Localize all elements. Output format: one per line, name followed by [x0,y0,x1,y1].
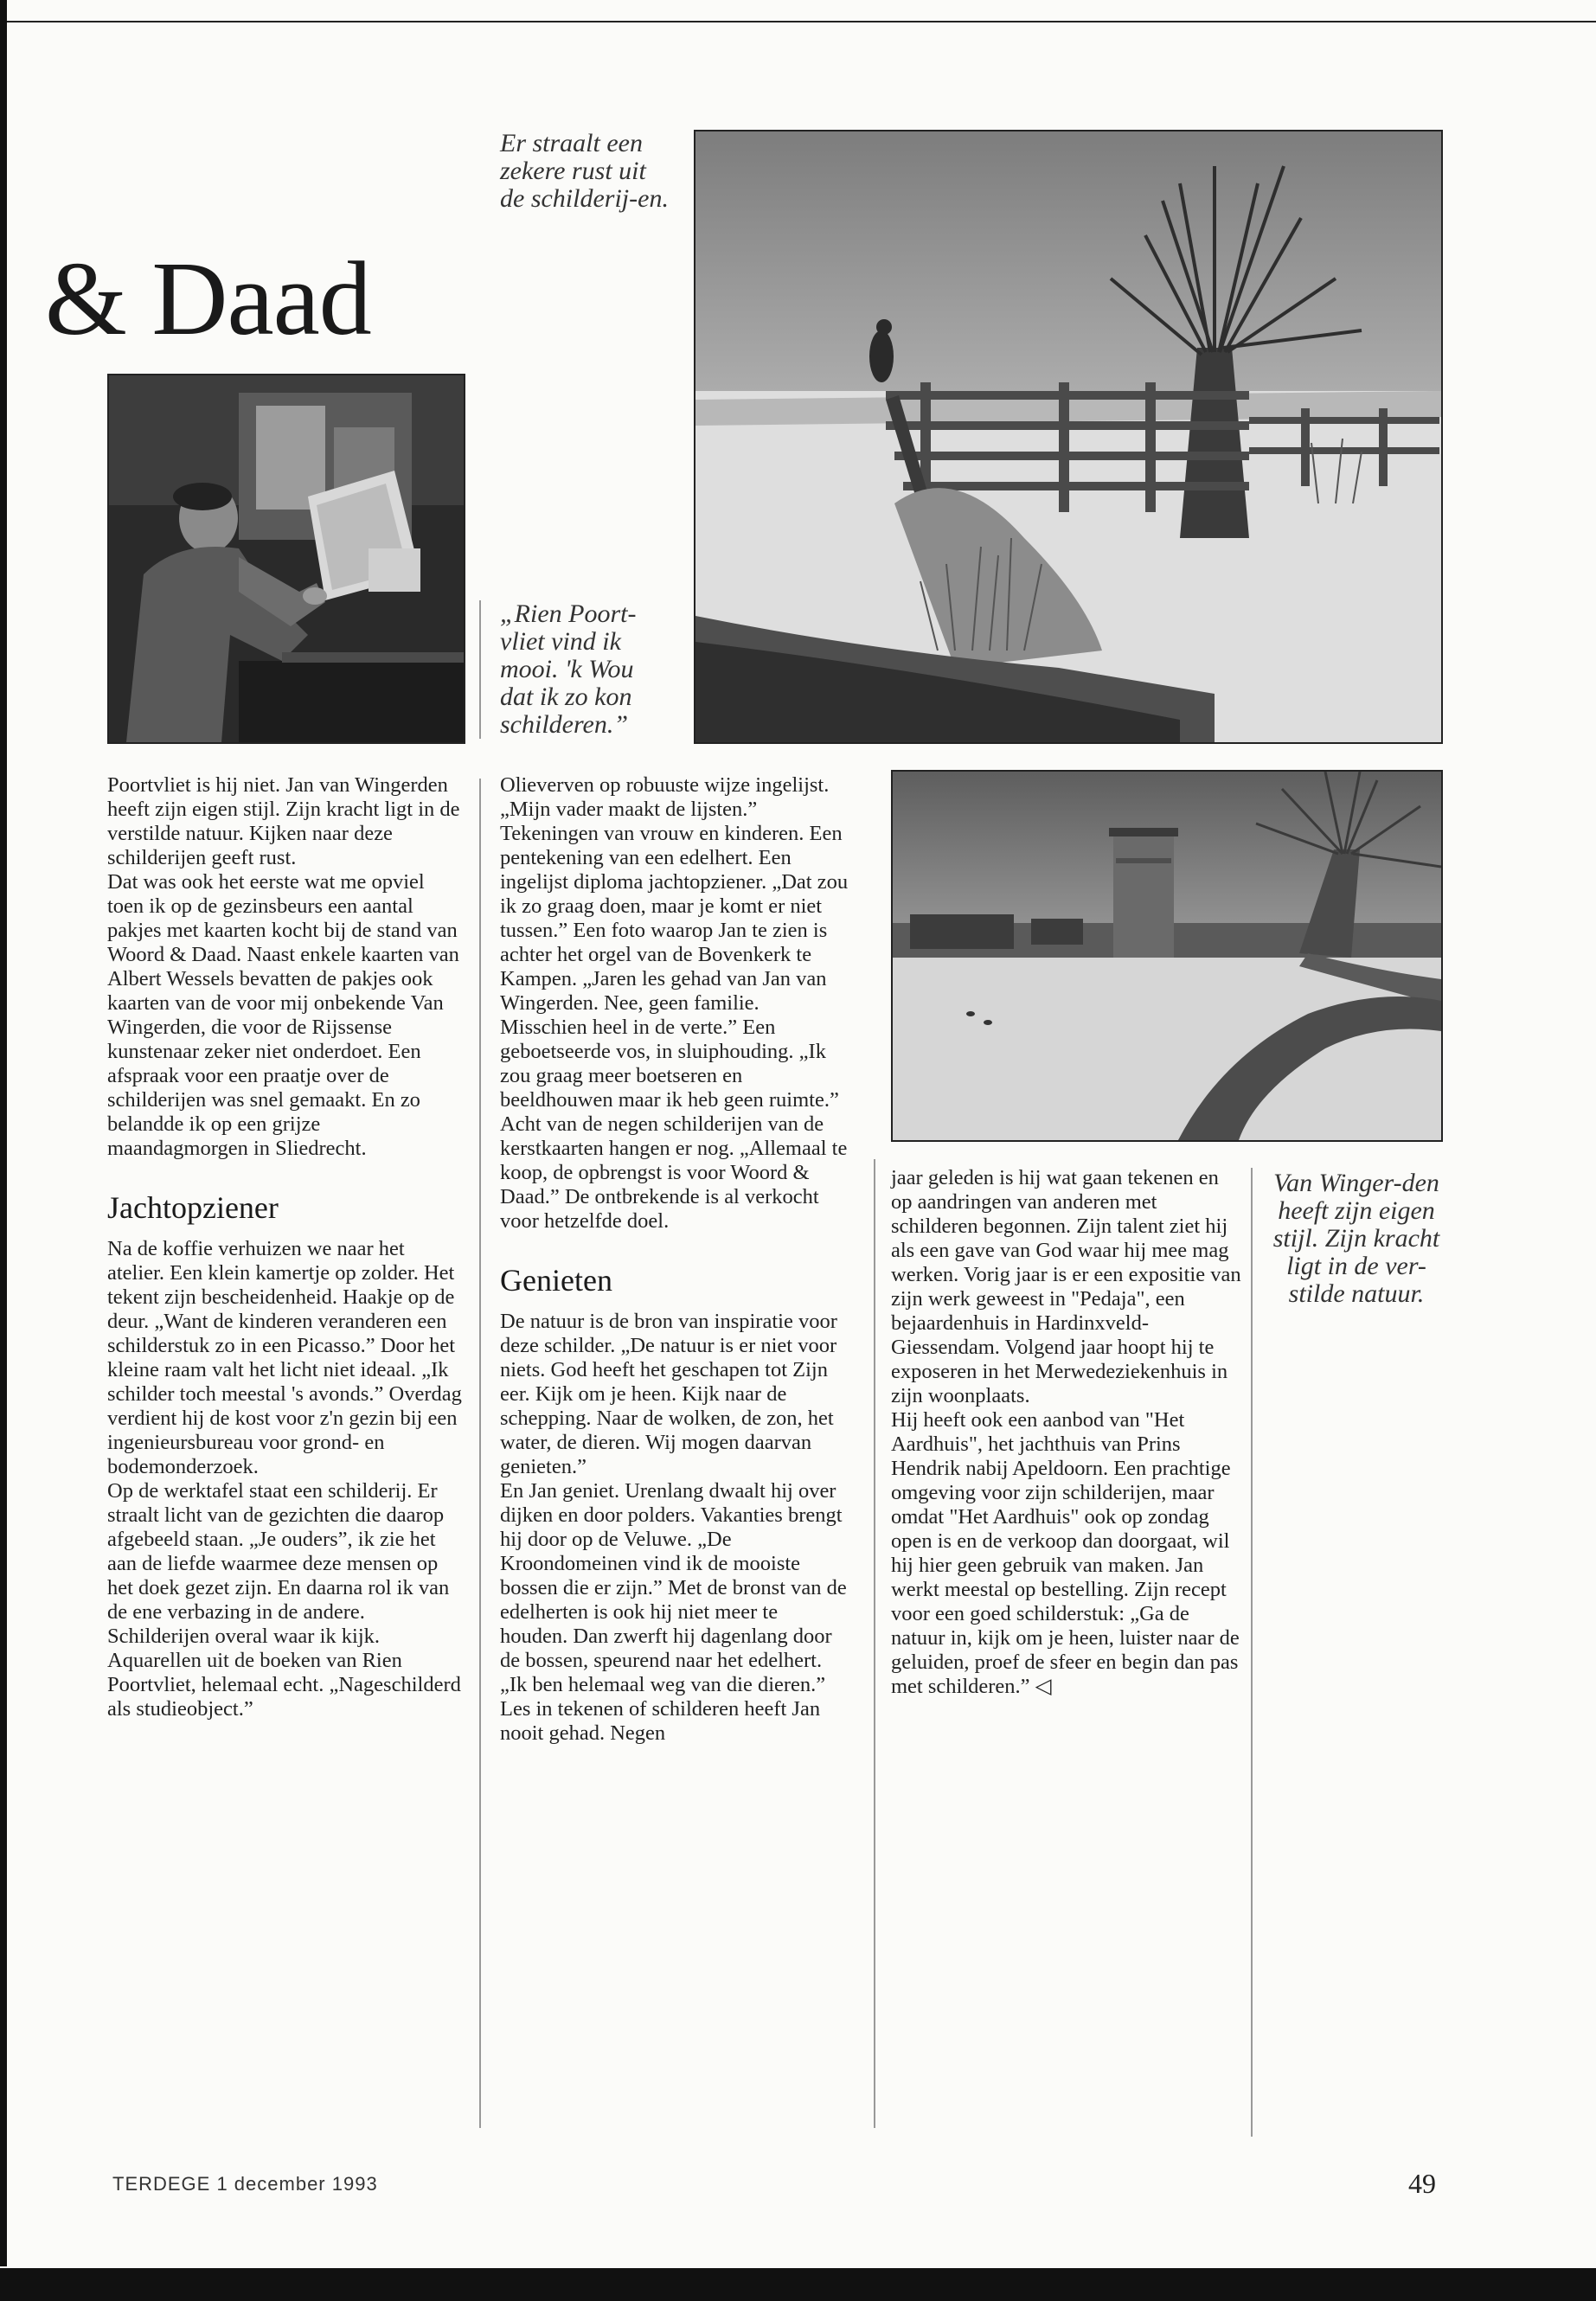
column2-paragraph: Olieverven op robuuste wijze ingelijst. „Mijn vader maakt de lijsten.” [500,773,830,821]
subheading-genieten: Genieten [500,1263,612,1298]
column1-paragraph: Na de koffie verhuizen we naar het atelier. Een klein kamertje op zolder. Het tekent zijn bescheidenheid. Haakje op de deur. „Want de kinderen veranderen een schilderstuk zo in een Picasso.” Door het kleine raam valt het licht niet ideaal. „Ik schilder toch meestal 's avonds.” Overdag verdient hij de kost voor z'n gezin bij een ingenieursbureau voor grond- en bodemonderzoek. [107,1237,462,1478]
bottom-edge-bar [0,2268,1596,2301]
publication-footer: TERDEGE 1 december 1993 [112,2173,378,2195]
column-rule-2 [874,1159,875,2128]
subheading-jachtopziener: Jachtopziener [107,1190,279,1225]
column-rule-3 [1251,1168,1253,2137]
painter-at-work-image [109,375,464,742]
column2-paragraph: Tekeningen van vrouw en kinderen. Een pentekening van een edelhert. Een ingelijst diploma jachtopziener. „Dat zou ik zo graag doen, maar je komt er niet tussen.” Een foto waarop Jan te zien is achter het orgel van de Bovenkerk te Kampen. „Jaren les gehad van Jan van Wingerden. Nee, geen familie. Misschien heel in de verte.” Een geboetseerde vos, in sluiphouding. „Ik zou graag meer boetseren en beeldhouwen maar ik heb geen ruimte.” Acht van de negen schilderijen van de kerstkaarten hangen er nog. „Allemaal te koop, de opbrengst is voor Woord & Daad.” De ontbrekende is al verkocht voor hetzelfde doel. [500,822,849,1233]
winter-fence-painting [694,130,1443,744]
portrait-photo [107,374,465,744]
left-edge-bar [0,0,7,2266]
caption-top: Er straalt een zekere rust uit de schilderij-en. [500,129,669,213]
headline: & Daad [45,240,371,357]
water-tower-image [893,772,1441,1140]
column1-paragraph: Poortvliet is hij niet. Jan van Wingerden heeft zijn eigen stijl. Zijn kracht ligt in de verstilde natuur. Kijken naar deze schilderijen geeft rust. [107,773,460,869]
page-number: 49 [1408,2168,1436,2199]
column3-paragraph: jaar geleden is hij wat gaan tekenen en op aandringen van anderen met schilderen begonnen. Zijn talent ziet hij als een gave van God waar hij mee mag werken. Vorig jaar is er een expositie van zijn werk geweest in "Pedaja", een bejaardenhuis in Hardinxveld-Giessendam. Volgend jaar hoopt hij te exposeren in het Merwedeziekenhuis in zijn woonplaats. [891,1166,1241,1407]
column2-paragraph: De natuur is de bron van inspiratie voor deze schilder. „De natuur is er niet voor niets. God heeft het geschapen tot Zijn eer. Kijk om je heen. Kijk naar de schepping. Naar de wolken, de zon, het water, de dieren. Wij mogen daarvan genieten.” [500,1310,837,1478]
article-column-2 [500,773,850,1746]
article-column-1 [107,773,462,1721]
winter-fence-image [695,131,1441,742]
article-column-3 [891,1166,1241,1699]
top-rule [0,21,1596,22]
caption-right: Van Winger-den heeft zijn eigen stijl. Zijn kracht ligt in de ver-stilde natuur. [1272,1169,1440,1308]
column-rule-1 [479,779,481,2128]
column1-paragraph: Dat was ook het eerste wat me opviel toen ik op de gezinsbeurs een aantal pakjes met kaarten kocht bij de stand van Woord & Daad. Naast enkele kaarten van Albert Wessels bevatten de pakjes ook kaarten van de voor mij onbekende Van Wingerden, die voor de Rijssense kunstenaar zeker niet onderdoet. Een afspraak voor een praatje over de schilderijen was snel gemaakt. En zo belandde ik op een grijze maandagmorgen in Sliedrecht. [107,870,459,1160]
column1-paragraph: Op de werktafel staat een schilderij. Er straalt licht van de gezichten die daarop afgebeeld staan. „Je ouders”, ik zie het aan de liefde waarmee deze mensen op het doek gezet zijn. En daarna rol ik van de ene verbazing in de andere. Schilderijen overal waar ik kijk. Aquarellen uit de boeken van Rien Poortvliet, helemaal echt. „Nageschilderd als studieobject.” [107,1479,461,1721]
caption-middle: „Rien Poort-vliet vind ik mooi. 'k Wou dat ik zo kon schilderen.” [500,599,637,739]
water-tower-painting [891,770,1443,1142]
column3-paragraph: Hij heeft ook een aanbod van "Het Aardhuis", het jachthuis van Prins Hendrik nabij Apeldoorn. Een prachtige omgeving voor zijn schilderijen, maar omdat "Het Aardhuis" ook op zondag open is en de verkoop dan doorgaat, wil hij hier geen gebruik van maken. Jan werkt meestal op bestelling. Zijn recept voor een goed schilderstuk: „Ga de natuur in, kijk om je heen, luister naar de geluiden, proef de sfeer en begin dan pas met schilderen.” ◁ [891,1408,1240,1698]
column2-paragraph: En Jan geniet. Urenlang dwaalt hij over dijken en door polders. Vakanties brengt hij door op de Veluwe. „De Kroondomeinen vind ik de mooiste bossen die er zijn.” Met de bronst van de edelherten is ook hij niet meer te houden. Dan zwerft hij dagenlang door de bossen, speurend naar het edelhert. „Ik ben helemaal weg van die dieren.” Les in tekenen of schilderen heeft Jan nooit gehad. Negen [500,1479,847,1745]
caption-rule-middle [479,600,481,739]
